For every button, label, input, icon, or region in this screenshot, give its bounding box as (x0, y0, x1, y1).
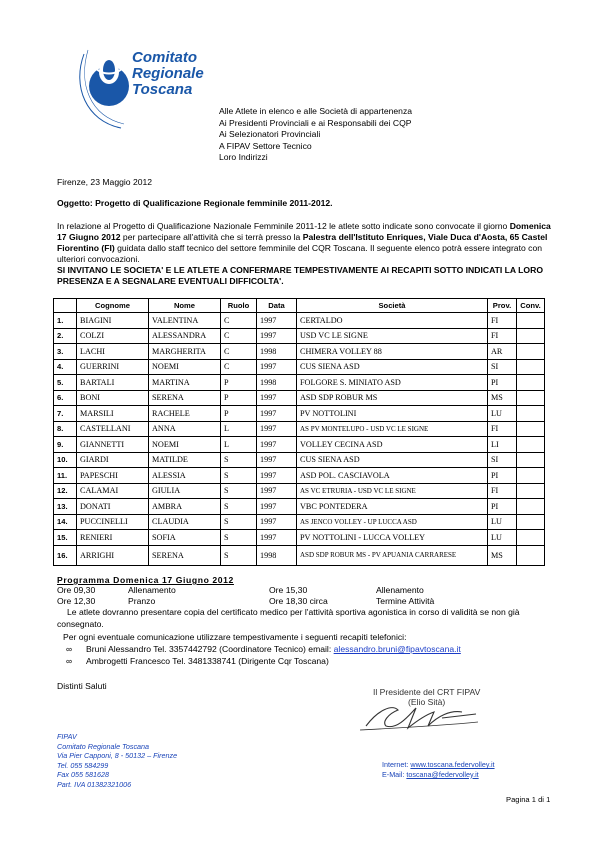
surname-cell: PUCCINELLI (77, 514, 149, 530)
surname-cell: BIAGINI (77, 313, 149, 329)
row-number-cell: 13. (54, 499, 77, 515)
page-number: Pagina 1 di 1 (506, 795, 551, 804)
club-cell: AS PV MONTELUPO - USD VC LE SIGNE (297, 421, 488, 437)
first-name-cell: NOEMI (149, 437, 221, 453)
surname-cell: ARRIGHI (77, 545, 149, 565)
recipient-line: Ai Presidenti Provinciali e ai Responsabili dei CQP (219, 117, 412, 128)
club-cell: FOLGORE S. MINIATO ASD (297, 375, 488, 391)
table-row (54, 499, 545, 515)
club-cell: PV NOTTOLINI - LUCCA VOLLEY (297, 530, 488, 546)
province-cell: LU (488, 406, 517, 422)
header-surname: Cognome (77, 299, 149, 313)
province-cell: FI (488, 313, 517, 329)
footer-email-link[interactable]: toscana@federvolley.it (406, 769, 479, 779)
program-activity: Pranzo (128, 596, 156, 606)
table-row (54, 530, 545, 546)
role-cell: P (221, 375, 257, 391)
program-activity: Termine Attività (376, 596, 435, 606)
role-cell: S (221, 452, 257, 468)
birth-year-cell: 1997 (257, 359, 297, 375)
birth-year-cell: 1997 (257, 499, 297, 515)
header-name: Nome (149, 299, 221, 313)
first-name-cell: ALESSANDRA (149, 328, 221, 344)
convocation-cell (517, 390, 545, 406)
birth-year-cell: 1998 (257, 375, 297, 391)
table-row (54, 483, 545, 499)
athletes-table (53, 298, 545, 566)
logo-line-2: Regionale (132, 65, 204, 82)
recipient-line: Alle Atlete in elenco e alle Società di appartenenza (219, 106, 413, 116)
row-number-cell: 4. (54, 359, 77, 375)
table-row (54, 359, 545, 375)
intro-text-3: guidata dallo staff tecnico del settore femminile del CQR Toscana. Il seguente elenco potrà essere integrato con ulteriori convocazioni. (57, 243, 542, 264)
club-cell: CERTALDO (297, 313, 488, 329)
province-cell: MS (488, 390, 517, 406)
province-cell: LU (488, 514, 517, 530)
role-cell: L (221, 421, 257, 437)
footer-web-info (382, 760, 495, 779)
surname-cell: PAPESCHI (77, 468, 149, 484)
row-number-cell: 1. (54, 313, 77, 329)
table-row (54, 313, 545, 329)
surname-cell: BARTALI (77, 375, 149, 391)
club-cell: AS VC ETRURIA - USD VC LE SIGNE (297, 483, 488, 499)
table-row (54, 344, 545, 360)
convocation-cell (517, 437, 545, 453)
birth-year-cell: 1997 (257, 437, 297, 453)
table-row (54, 375, 545, 391)
recipient-line: Loro Indirizzi (219, 152, 268, 162)
logo-line-1: Comitato (132, 49, 197, 66)
row-number-cell: 16. (54, 545, 77, 565)
first-name-cell: NOEMI (149, 359, 221, 375)
birth-year-cell: 1997 (257, 530, 297, 546)
club-cell: CHIMERA VOLLEY 88 (297, 344, 488, 360)
row-number-cell: 2. (54, 328, 77, 344)
province-cell: AR (488, 344, 517, 360)
header-convocation: Conv. (517, 299, 545, 313)
row-number-cell: 9. (54, 437, 77, 453)
website-link[interactable]: www.toscana.federvolley.it (410, 760, 495, 769)
club-cell: ASD POL. CASCIAVOLA (297, 468, 488, 484)
intro-text-1: In relazione al Progetto di Qualificazione Nazionale Femminile 2011-12 le atlete sotto indicate sono convocate il giorno (57, 221, 510, 231)
convocation-cell (517, 375, 545, 391)
convocation-cell (517, 452, 545, 468)
footer-line: Via Pier Capponi, 8 - 50132 – Firenze (57, 751, 178, 760)
footer-address (57, 732, 177, 789)
invite-notice: SI INVITANO LE SOCIETA' E LE ATLETE A CONFERMARE TEMPESTIVAMENTE AI RECAPITI SOTTO INDICATI LA LORO PRESENZA E A SEGNALARE EVENTUALI DIFFICOLTA'. (57, 265, 544, 286)
program-time: Ore 15,30 (269, 585, 308, 595)
contact-email-link[interactable]: alessandro.bruni@fipavtoscana.it (333, 644, 461, 654)
contact-item (66, 656, 329, 666)
table-row (54, 545, 545, 565)
club-cell: CUS SIENA ASD (297, 452, 488, 468)
role-cell: S (221, 545, 257, 565)
birth-year-cell: 1997 (257, 452, 297, 468)
province-cell: LU (488, 530, 517, 546)
handwritten-signature-icon (358, 700, 488, 734)
role-cell: S (221, 514, 257, 530)
birth-year-cell: 1997 (257, 421, 297, 437)
first-name-cell: RACHELE (149, 406, 221, 422)
province-cell: SI (488, 452, 517, 468)
convocation-cell (517, 406, 545, 422)
role-cell: S (221, 499, 257, 515)
table-header-row (54, 299, 545, 313)
convocation-cell (517, 514, 545, 530)
recipient-line: A FIPAV Settore Tecnico (219, 140, 312, 151)
club-cell: ASD SDP ROBUR MS (297, 390, 488, 406)
header-province: Prov. (488, 299, 517, 313)
infinity-bullet-icon: ∞ (66, 656, 73, 666)
club-cell: USD VC LE SIGNE (297, 328, 488, 344)
role-cell: P (221, 406, 257, 422)
table-row (54, 328, 545, 344)
row-number-cell: 15. (54, 530, 77, 546)
convocation-cell (517, 483, 545, 499)
first-name-cell: AMBRA (149, 499, 221, 515)
infinity-bullet-icon: ∞ (66, 644, 73, 654)
province-cell: LI (488, 437, 517, 453)
role-cell: C (221, 344, 257, 360)
convocation-cell (517, 530, 545, 546)
signature-title: Il Presidente del CRT FIPAV (373, 687, 481, 697)
letter-date: Firenze, 23 Maggio 2012 (57, 177, 153, 187)
surname-cell: DONATI (77, 499, 149, 515)
email-label: E-Mail: (382, 769, 407, 779)
role-cell: L (221, 437, 257, 453)
table-row (54, 452, 545, 468)
row-number-cell: 7. (54, 406, 77, 422)
letter-subject: Oggetto: Progetto di Qualificazione Regionale femminile 2011-2012. (57, 198, 333, 208)
footer-line: FIPAV (57, 732, 77, 741)
row-number-cell: 11. (54, 468, 77, 484)
program-title: Programma Domenica 17 Giugno 2012 (57, 575, 234, 585)
province-cell: PI (488, 499, 517, 515)
surname-cell: COLZI (77, 328, 149, 344)
footer-line: Fax 055 581628 (57, 770, 109, 779)
surname-cell: GIARDI (77, 452, 149, 468)
first-name-cell: GIULIA (149, 483, 221, 499)
footer-line: Comitato Regionale Toscana (57, 741, 150, 751)
recipients-block (219, 106, 412, 164)
contact-text: Ambrogetti Francesco Tel. 3481338741 (Dirigente Cqr Toscana) (86, 656, 329, 666)
surname-cell: MARSILI (77, 406, 149, 422)
table-row (54, 437, 545, 453)
role-cell: S (221, 483, 257, 499)
role-cell: C (221, 313, 257, 329)
intro-date: Domenica 17 Giugno 2012 (57, 221, 551, 242)
row-number-cell: 5. (54, 375, 77, 391)
birth-year-cell: 1997 (257, 390, 297, 406)
row-number-cell: 6. (54, 390, 77, 406)
first-name-cell: CLAUDIA (149, 514, 221, 530)
role-cell: S (221, 468, 257, 484)
role-cell: C (221, 359, 257, 375)
convocation-cell (517, 545, 545, 565)
birth-year-cell: 1997 (257, 406, 297, 422)
first-name-cell: MARTINA (149, 375, 221, 391)
contacts-note: Per ogni eventuale comunicazione utilizzare tempestivamente i seguenti recapiti telefonici: (63, 632, 407, 642)
first-name-cell: SERENA (149, 390, 221, 406)
club-cell: CUS SIENA ASD (297, 359, 488, 375)
table-row (54, 468, 545, 484)
program-activity: Allenamento (376, 585, 424, 595)
birth-year-cell: 1998 (257, 344, 297, 360)
program-time: Ore 12,30 (57, 596, 96, 606)
contact-item (66, 644, 461, 654)
medical-note: Le atlete dovranno presentare copia del certificato medico per l'attività sportiva agonistica in corso di validità se non già consegnato. (57, 607, 520, 629)
convocation-cell (517, 344, 545, 360)
surname-cell: GUERRINI (77, 359, 149, 375)
table-row (54, 406, 545, 422)
header-date: Data (257, 299, 297, 313)
birth-year-cell: 1997 (257, 313, 297, 329)
role-cell: P (221, 390, 257, 406)
first-name-cell: SERENA (149, 545, 221, 565)
birth-year-cell: 1998 (257, 545, 297, 565)
header-number (54, 299, 77, 313)
program-activity: Allenamento (128, 585, 176, 595)
province-cell: SI (488, 359, 517, 375)
convocation-cell (517, 499, 545, 515)
province-cell: FI (488, 483, 517, 499)
role-cell: C (221, 328, 257, 344)
table-row (54, 514, 545, 530)
club-cell: PV NOTTOLINI (297, 406, 488, 422)
program-time: Ore 09,30 (57, 585, 96, 595)
province-cell: FI (488, 328, 517, 344)
first-name-cell: ALESSIA (149, 468, 221, 484)
birth-year-cell: 1997 (257, 514, 297, 530)
table-row (54, 421, 545, 437)
row-number-cell: 3. (54, 344, 77, 360)
intro-text-2: per partecipare all'attività che si terrà presso la (120, 232, 303, 242)
first-name-cell: MARGHERITA (149, 344, 221, 360)
row-number-cell: 14. (54, 514, 77, 530)
province-cell: PI (488, 375, 517, 391)
role-cell: S (221, 530, 257, 546)
table-row (54, 390, 545, 406)
surname-cell: BONI (77, 390, 149, 406)
convocation-cell (517, 359, 545, 375)
province-cell: FI (488, 421, 517, 437)
birth-year-cell: 1997 (257, 483, 297, 499)
club-cell: VOLLEY CECINA ASD (297, 437, 488, 453)
surname-cell: GIANNETTI (77, 437, 149, 453)
birth-year-cell: 1997 (257, 468, 297, 484)
footer-line: Tel. 055 584299 (57, 760, 109, 770)
intro-paragraph (57, 221, 552, 265)
first-name-cell: ANNA (149, 421, 221, 437)
fipav-logo (76, 36, 226, 134)
club-cell: AS JENCO VOLLEY - UP LUCCA ASD (297, 514, 488, 530)
signature-name: (Elio Sità) (408, 697, 446, 707)
convocation-cell (517, 421, 545, 437)
row-number-cell: 10. (54, 452, 77, 468)
footer-line: Part. IVA 01382321006 (57, 779, 132, 789)
row-number-cell: 12. (54, 483, 77, 499)
first-name-cell: SOFIA (149, 530, 221, 546)
contact-text: Bruni Alessandro Tel. 3357442792 (Coordinatore Tecnico) email: (86, 644, 334, 654)
surname-cell: CASTELLANI (77, 421, 149, 437)
convocation-cell (517, 468, 545, 484)
internet-label: Internet: (382, 760, 411, 769)
convocation-cell (517, 313, 545, 329)
club-cell: ASD SDP ROBUR MS - PV APUANIA CARRARESE (297, 545, 488, 565)
logo-line-3: Toscana (132, 81, 193, 98)
closing-greeting: Distinti Saluti (57, 681, 107, 691)
club-cell: VBC PONTEDERA (297, 499, 488, 515)
header-role: Ruolo (221, 299, 257, 313)
header-club: Società (297, 299, 488, 313)
intro-venue: Palestra dell'Istituto Enriques, Viale Duca d'Aosta, 65 Castel Fiorentino (FI) (57, 232, 548, 253)
recipient-line: Ai Selezionatori Provinciali (219, 129, 321, 139)
surname-cell: LACHI (77, 344, 149, 360)
convocation-cell (517, 328, 545, 344)
first-name-cell: VALENTINA (149, 313, 221, 329)
row-number-cell: 8. (54, 421, 77, 437)
program-time: Ore 18,30 circa (269, 596, 328, 606)
surname-cell: RENIERI (77, 530, 149, 546)
birth-year-cell: 1997 (257, 328, 297, 344)
province-cell: PI (488, 468, 517, 484)
surname-cell: CALAMAI (77, 483, 149, 499)
first-name-cell: MATILDE (149, 452, 221, 468)
province-cell: MS (488, 545, 517, 565)
volleyball-emblem-icon (76, 36, 136, 134)
